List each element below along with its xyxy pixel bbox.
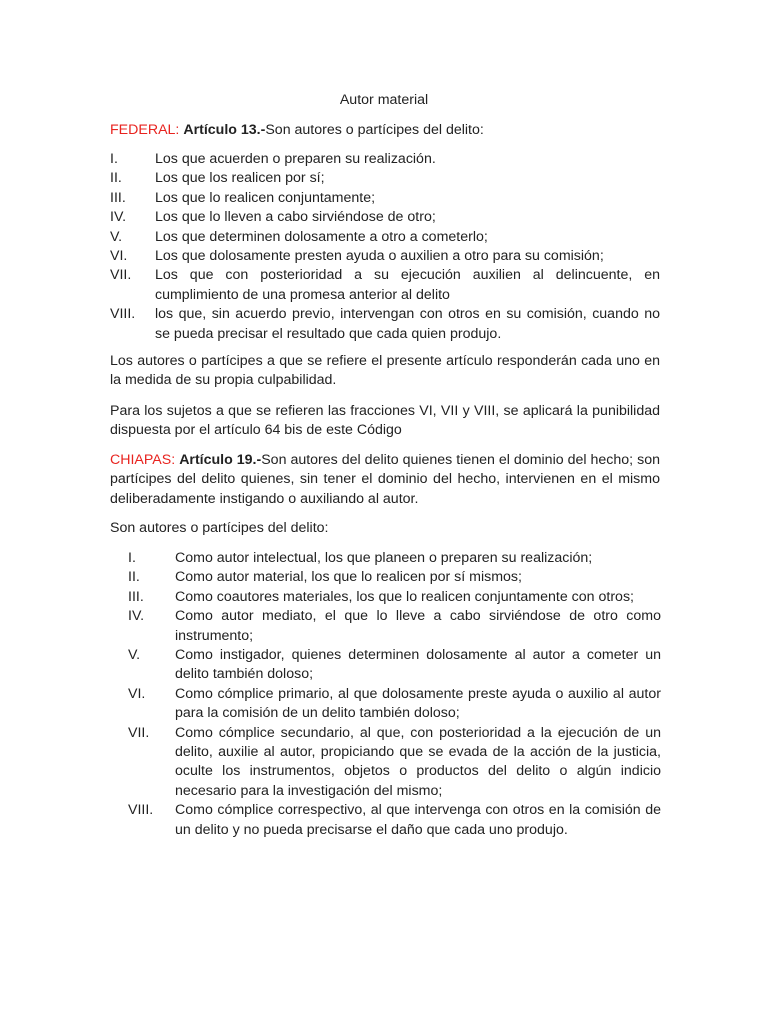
- list-item: [110, 305, 660, 344]
- federal-fractions-list: [110, 150, 660, 344]
- item-text: Como instigador, quienes determinen dolosamente al autor a cometer un delito también doloso;: [175, 647, 661, 683]
- list-item: [128, 801, 661, 840]
- item-number: III.: [110, 189, 126, 206]
- list-item: [128, 646, 661, 685]
- list-item: [110, 169, 660, 188]
- list-item: [110, 266, 660, 305]
- item-text: Como autor material, los que lo realicen por sí mismos;: [175, 569, 522, 586]
- item-text: Los que dolosamente presten ayuda o auxilien a otro para su comisión;: [155, 248, 604, 265]
- chiapas-intro: Son autores del delito quienes tienen el dominio del hecho; son partícipes del delito quienes, sin tener el dominio del hecho, intervienen en el mismo deliberadamente instigando o auxiliando al autor.: [110, 452, 660, 507]
- list-item: [110, 247, 660, 266]
- item-number: II.: [128, 569, 140, 586]
- federal-paragraph-culpability: Los autores o partícipes a que se refiere el presente artículo responderán cada uno en la medida de su propia culpabilidad.: [110, 353, 660, 389]
- item-number: IV.: [128, 608, 145, 625]
- item-number: I.: [128, 550, 136, 566]
- item-text: Los que acuerden o preparen su realización.: [155, 151, 436, 167]
- federal-label: FEDERAL:: [110, 122, 180, 138]
- item-number: V.: [110, 228, 123, 245]
- chiapas-label: CHIAPAS:: [110, 452, 176, 468]
- item-text: Los que lo lleven a cabo sirviéndose de otro;: [155, 209, 436, 226]
- item-text: Como autor mediato, el que lo lleve a cabo sirviéndose de otro como instrumento;: [175, 608, 661, 644]
- item-text: Los que con posterioridad a su ejecución auxilien al delincuente, en cumplimiento de una promesa anterior al delito: [155, 267, 660, 303]
- item-number: III.: [128, 588, 144, 605]
- item-number: VI.: [110, 248, 128, 265]
- item-text: Como coautores materiales, los que lo realicen conjuntamente con otros;: [175, 588, 634, 605]
- list-item: [110, 228, 660, 247]
- list-item: [110, 150, 660, 169]
- item-number: V.: [128, 647, 141, 664]
- list-item: [128, 607, 661, 646]
- list-item: [110, 189, 660, 208]
- item-number: VII.: [110, 267, 132, 284]
- item-text: Los que lo realicen conjuntamente;: [155, 189, 376, 206]
- item-number: VII.: [128, 724, 150, 741]
- list-item: [128, 588, 661, 607]
- list-item: [128, 685, 661, 724]
- chiapas-subintro: Son autores o partícipes del delito:: [110, 520, 329, 536]
- federal-paragraph-punishability: Para los sujetos a que se refieren las fracciones VI, VII y VIII, se aplicará la punibilidad dispuesta por el artículo 64 bis de este Código: [110, 403, 660, 439]
- federal-intro: Son autores o partícipes del delito:: [265, 122, 484, 138]
- list-item: [128, 724, 661, 802]
- list-item: [110, 208, 660, 227]
- federal-heading: [110, 121, 660, 140]
- item-text: Como cómplice correspectivo, al que intervenga con otros en la comisión de un delito y no pueda precisarse el daño que cada uno produjo.: [175, 802, 661, 838]
- item-number: IV.: [110, 209, 127, 226]
- item-text: Como cómplice secundario, al que, con posterioridad a la ejecución de un delito, auxilie al autor, propiciando que se evada de la acción de la justicia, oculte los instrumentos, objetos o productos del delito o algún indicio necesario para la investigación del mismo;: [175, 724, 661, 799]
- chiapas-heading: [110, 451, 660, 509]
- item-text: Como autor intelectual, los que planeen o preparen su realización;: [175, 550, 593, 566]
- list-item: [128, 549, 661, 568]
- item-number: II.: [110, 170, 122, 187]
- item-number: I.: [110, 151, 118, 167]
- chiapas-article: Artículo 19.-: [179, 452, 262, 468]
- federal-article: Artículo 13.-: [183, 122, 266, 138]
- item-number: VIII.: [128, 802, 154, 819]
- document-title: Autor material: [339, 92, 429, 108]
- item-text: Los que determinen dolosamente a otro a cometerlo;: [155, 228, 488, 245]
- item-text: Como cómplice primario, al que dolosamente preste ayuda o auxilio al autor para la comisión de un delito también doloso;: [175, 685, 661, 722]
- item-number: VIII.: [110, 306, 136, 323]
- item-text: Los que los realicen por sí;: [155, 170, 325, 187]
- list-item: [128, 568, 661, 587]
- item-text: los que, sin acuerdo previo, intervengan con otros en su comisión, cuando no se pueda precisar el resultado que cada quien produjo.: [155, 306, 660, 342]
- chiapas-fractions-list: [128, 549, 661, 840]
- item-number: VI.: [128, 685, 146, 702]
